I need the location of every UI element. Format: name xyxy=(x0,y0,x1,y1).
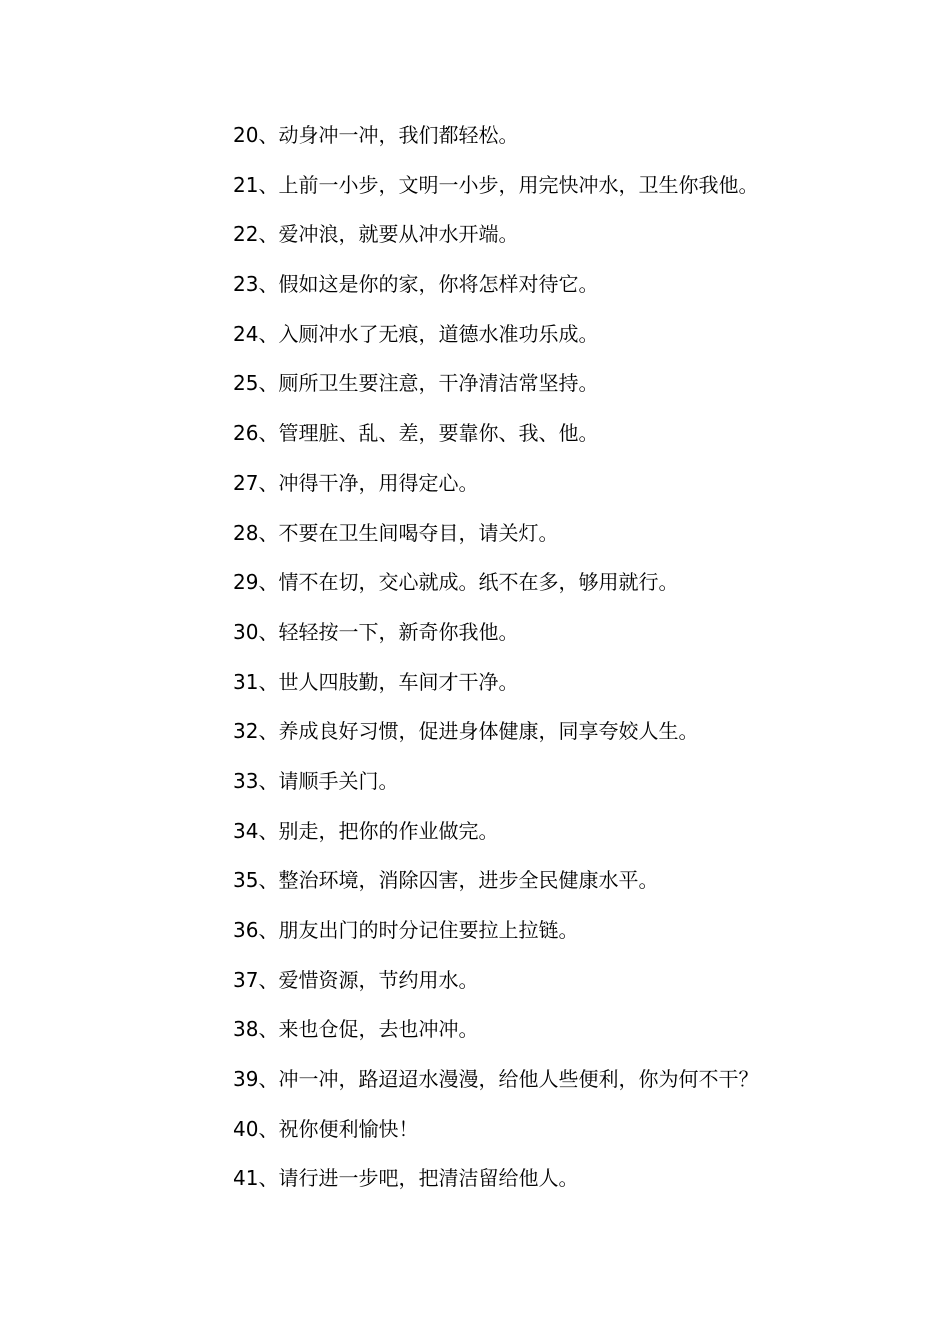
list-item: 36、朋友出门的时分记住要拉上拉链。 xyxy=(233,918,579,942)
list-item: 38、来也仓促，去也冲冲。 xyxy=(233,1017,479,1042)
list-item: 32、养成良好习惯，促进身体健康，同享夸姣人生。 xyxy=(233,719,699,744)
list-item: 22、爱冲浪，就要从冲水开端。 xyxy=(233,222,519,247)
list-item: 39、冲一冲，路迢迢水漫漫，给他人些便利，你为何不干？ xyxy=(233,1067,759,1092)
list-item: 28、不要在卫生间喝夺目，请关灯。 xyxy=(233,520,559,545)
list-item: 23、假如这是你的家，你将怎样对待它。 xyxy=(233,272,599,297)
list-item: 26、管理脏、乱、差，要靠你、我、他。 xyxy=(233,421,599,446)
list-item: 20、动身冲一冲，我们都轻松。 xyxy=(233,123,519,147)
list-item: 37、爱惜资源，节约用水。 xyxy=(233,967,479,992)
list-item: 35、整治环境，消除囚害，进步全民健康水平。 xyxy=(233,868,659,893)
slogan-list xyxy=(233,112,923,1205)
list-item: 25、厕所卫生要注意，干净清洁常坚持。 xyxy=(233,371,599,396)
list-item: 24、入厕冲水了无痕，道德水准功乐成。 xyxy=(233,321,599,346)
list-item: 40、祝你便利愉快！ xyxy=(233,1116,419,1141)
list-item: 41、请行进一步吧，把清洁留给他人。 xyxy=(233,1166,579,1191)
list-item: 34、别走，把你的作业做完。 xyxy=(233,818,499,843)
list-item: 27、冲得干净，用得定心。 xyxy=(233,470,479,495)
list-item: 30、轻轻按一下，新奇你我他。 xyxy=(233,619,519,644)
list-item: 31、世人四肢勤，车间才干净。 xyxy=(233,669,519,694)
list-item: 21、上前一小步，文明一小步，用完快冲水，卫生你我他。 xyxy=(233,172,759,197)
list-item: 33、请顺手关门。 xyxy=(233,768,399,793)
list-item: 29、情不在切，交心就成。纸不在多，够用就行。 xyxy=(233,570,679,595)
